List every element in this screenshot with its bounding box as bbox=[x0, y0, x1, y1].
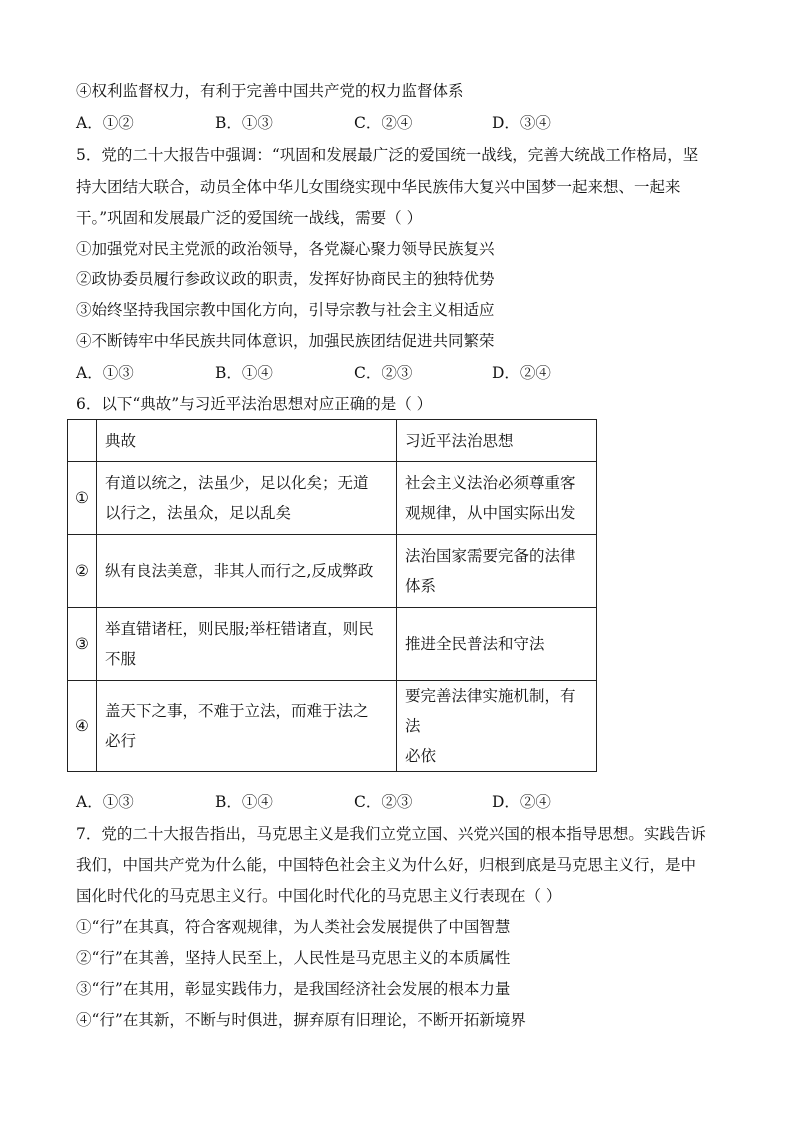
q6-stem: 6．以下“典故”与习近平法治思想对应正确的是（ ） bbox=[76, 395, 433, 413]
q5-option-b: B．①④ bbox=[215, 364, 273, 382]
q5-stem-line-1: 5．党的二十大报告中强调：“巩固和发展最广泛的爱国统一战线，完善大统战工作格局，坚 bbox=[76, 146, 699, 164]
allusion-cell bbox=[97, 681, 397, 772]
q7-stem-line-1: 7．党的二十大报告指出，马克思主义是我们立党立国、兴党兴国的根本指导思想。实践告诉 bbox=[76, 825, 706, 843]
cell-line: 盖天下之事，不难于立法，而难于法之 bbox=[105, 702, 369, 720]
q5-item-1: ①加强党对民主党派的政治领导，各党凝心聚力领导民族复兴 bbox=[76, 240, 495, 258]
row-number: ① bbox=[68, 462, 97, 535]
q6-option-c: C．②③ bbox=[354, 793, 413, 811]
allusion-cell bbox=[97, 462, 397, 535]
q6-option-b: B．①④ bbox=[215, 793, 273, 811]
q7-stem-line-2: 我们，中国共产党为什么能，中国特色社会主义为什么好，归根到底是马克思主义行，是中 bbox=[76, 856, 697, 874]
allusion-table bbox=[67, 419, 597, 772]
row-number: ④ bbox=[68, 681, 97, 772]
allusion-cell bbox=[97, 535, 397, 608]
q7-item-4: ④“行”在其新，不断与时俱进，摒弃原有旧理论，不断开拓新境界 bbox=[76, 1011, 526, 1029]
cell-line: 体系 bbox=[405, 577, 437, 595]
header-cell-thought: 习近平法治思想 bbox=[397, 420, 597, 462]
q5-option-d: D．②④ bbox=[492, 364, 551, 382]
q5-stem-line-2: 持大团结大联合，动员全体中华儿女围绕实现中华民族伟大复兴中国梦一起来想、一起来 bbox=[76, 178, 681, 196]
q4-item-4: ④权利监督权力，有利于完善中国共产党的权力监督体系 bbox=[76, 82, 464, 100]
cell-line: 必行 bbox=[105, 732, 137, 750]
table-row bbox=[68, 462, 597, 535]
cell-line: 举直错诸枉，则民服;举枉错诸直，则民 bbox=[105, 620, 374, 638]
cell-line: 纵有良法美意，非其人而行之,反成弊政 bbox=[105, 562, 374, 580]
q5-item-4: ④不断铸牢中华民族共同体意识，加强民族团结促进共同繁荣 bbox=[76, 332, 495, 350]
table-row bbox=[68, 608, 597, 681]
q7-item-1: ①“行”在其真，符合客观规律，为人类社会发展提供了中国智慧 bbox=[76, 918, 511, 936]
cell-line: 必依 bbox=[405, 747, 437, 765]
q4-option-a: A．①② bbox=[76, 114, 134, 132]
thought-cell bbox=[397, 462, 597, 535]
row-number: ② bbox=[68, 535, 97, 608]
cell-line: 法治国家需要完备的法律 bbox=[405, 547, 576, 565]
cell-line: 观规律，从中国实际出发 bbox=[405, 504, 576, 522]
table-row bbox=[68, 535, 597, 608]
q4-option-d: D．③④ bbox=[492, 114, 551, 132]
cell-line: 要完善法律实施机制，有法 bbox=[405, 687, 576, 735]
cell-line: 推进全民普法和守法 bbox=[405, 635, 545, 653]
q5-options bbox=[76, 363, 636, 383]
q7-item-3: ③“行”在其用，彰显实践伟力，是我国经济社会发展的根本力量 bbox=[76, 980, 511, 998]
header-cell-num bbox=[68, 420, 97, 462]
thought-cell bbox=[397, 535, 597, 608]
thought-cell bbox=[397, 608, 597, 681]
q5-option-c: C．②③ bbox=[354, 364, 413, 382]
q7-item-2: ②“行”在其善，坚持人民至上，人民性是马克思主义的本质属性 bbox=[76, 949, 511, 967]
allusion-cell bbox=[97, 608, 397, 681]
header-cell-allusion: 典故 bbox=[97, 420, 397, 462]
thought-cell bbox=[397, 681, 597, 772]
q6-options bbox=[76, 792, 636, 812]
q5-item-2: ②政协委员履行参政议政的职责，发挥好协商民主的独特优势 bbox=[76, 270, 495, 288]
cell-line: 社会主义法治必须尊重客 bbox=[405, 474, 576, 492]
q7-stem-line-3: 国化时代化的马克思主义行。中国化时代化的马克思主义行表现在（ ） bbox=[76, 887, 562, 905]
table-header-row bbox=[68, 420, 597, 462]
q6-option-d: D．②④ bbox=[492, 793, 551, 811]
cell-line: 不服 bbox=[105, 650, 137, 668]
q5-item-3: ③始终坚持我国宗教中国化方向，引导宗教与社会主义相适应 bbox=[76, 301, 495, 319]
cell-line: 以行之，法虽众，足以乱矣 bbox=[105, 504, 292, 522]
q6-option-a: A．①③ bbox=[76, 793, 134, 811]
q4-options bbox=[76, 113, 636, 133]
q4-option-b: B．①③ bbox=[215, 114, 273, 132]
q5-option-a: A．①③ bbox=[76, 364, 134, 382]
q4-option-c: C．②④ bbox=[354, 114, 413, 132]
cell-line: 有道以统之，法虽少，足以化矣；无道 bbox=[105, 474, 369, 492]
q5-stem-line-3: 干。”巩固和发展最广泛的爱国统一战线，需要（ ） bbox=[76, 209, 423, 227]
table-row bbox=[68, 681, 597, 772]
row-number: ③ bbox=[68, 608, 97, 681]
